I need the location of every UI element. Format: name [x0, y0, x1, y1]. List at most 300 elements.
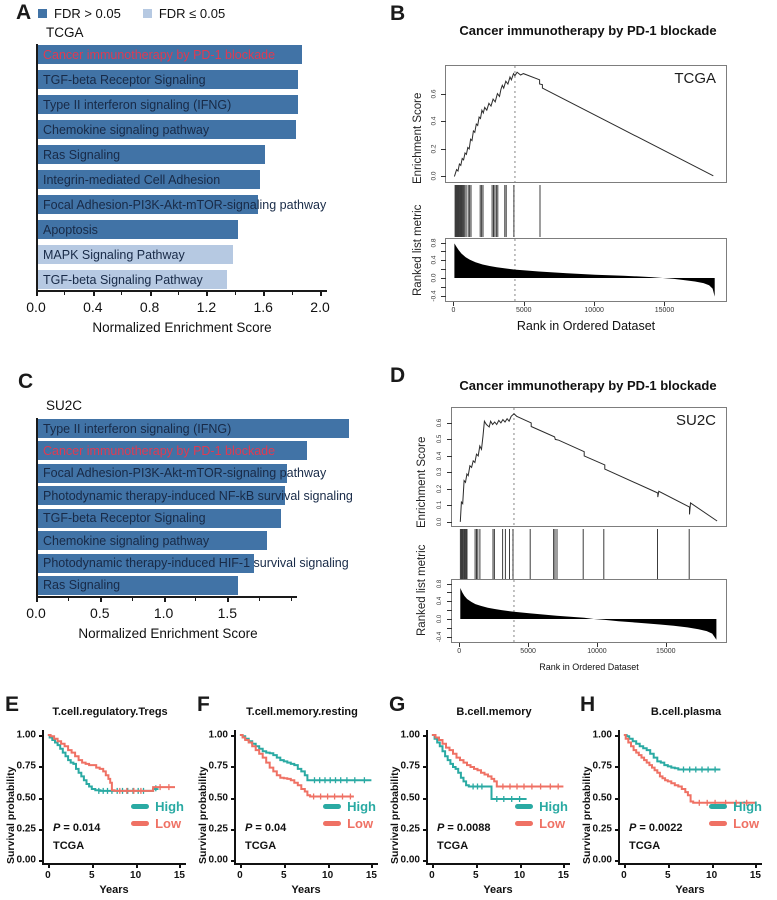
km-dataset-label: TCGA — [245, 840, 277, 852]
km-y-tick-label: 0.00 — [208, 854, 228, 866]
rank-y-tick — [441, 278, 446, 279]
dataset-tag: SU2C — [675, 412, 716, 429]
es-y-tick — [447, 489, 452, 490]
bar-row — [38, 220, 374, 239]
es-y-tick-label: 0.4 — [430, 116, 438, 126]
high-swatch — [709, 804, 727, 809]
bar-label: Apoptosis — [43, 222, 98, 237]
km-x-tick-label: 5 — [664, 870, 671, 881]
x-tick — [320, 291, 322, 296]
km-plot — [400, 729, 570, 881]
bar-label: Photodynamic therapy-induced NF-kB survival signaling — [43, 488, 353, 503]
rank-y-tick — [447, 619, 452, 620]
km-y-tick — [39, 860, 44, 862]
bar-row — [38, 531, 374, 550]
bar-label: MAPK Signaling Pathway — [43, 247, 185, 262]
km-x-tick-label: 10 — [322, 870, 334, 881]
es-y-tick — [447, 505, 452, 506]
bar-chemokine-signaling-pathway — [38, 120, 296, 139]
bar-row — [38, 464, 374, 483]
km-legend-high — [323, 800, 376, 813]
low-swatch — [515, 821, 533, 826]
rank-x-tick — [453, 302, 454, 306]
km-title: T.cell.memory.resting — [246, 706, 358, 718]
p-text: = 0.04 — [252, 822, 287, 834]
bar-focal-adhesion-pi3k-akt-mtor-signaling-pat — [38, 195, 327, 214]
bar-label: Cancer immunotherapy by PD-1 blockade — [43, 443, 276, 458]
rank-x-tick-label: 0 — [457, 648, 462, 655]
km-y-tick-label: 0.75 — [16, 760, 36, 772]
es-y-tick — [441, 176, 446, 177]
bar-label: Type II interferon signaling (IFNG) — [43, 97, 232, 112]
panel-c-nes-barchart-su2c — [8, 358, 382, 690]
gsea-title: Cancer immunotherapy by PD-1 blockade — [459, 23, 717, 38]
km-y-tick — [615, 735, 620, 737]
km-curve-high — [240, 735, 372, 780]
km-y-tick — [231, 829, 236, 831]
dataset-tag: TCGA — [674, 70, 716, 87]
km-x-tick-label: 15 — [557, 870, 569, 881]
low-label: Low — [347, 816, 374, 831]
km-y-tick-label: 0.25 — [16, 823, 36, 835]
es-y-tick — [447, 472, 452, 473]
fdr-le-swatch — [143, 9, 152, 18]
km-x-tick — [432, 863, 434, 868]
km-legend — [709, 800, 762, 830]
bar-label: Photodynamic therapy-induced HIF-1 survival signaling — [43, 556, 349, 571]
km-x-tick — [755, 863, 757, 868]
km-dataset-label: TCGA — [437, 840, 469, 852]
km-legend — [515, 800, 568, 830]
es-y-tick-label: 0.0 — [437, 517, 443, 527]
km-x-tick-label: 10 — [130, 870, 142, 881]
x-tick — [291, 597, 292, 601]
km-y-tick-label: 0.25 — [400, 823, 420, 835]
es-y-tick-label: 0.1 — [437, 501, 443, 510]
bar-mapk-signaling-pathway — [38, 245, 233, 264]
rank-y-tick — [441, 260, 446, 261]
x-tick — [206, 291, 208, 296]
bar-plot — [36, 418, 374, 596]
rank-x-tick-label: 5000 — [515, 307, 532, 314]
km-legend-high — [709, 800, 762, 813]
km-legend-low — [515, 817, 568, 830]
panel-b-gsea-enrichment-tcga — [383, 0, 777, 352]
es-y-tick — [441, 149, 446, 150]
x-tick-label: 0.5 — [90, 605, 110, 621]
es-y-tick-label: 0.0 — [430, 171, 438, 181]
rank-y-tick — [447, 584, 452, 585]
panel-letter-e: E — [5, 693, 20, 716]
rank-x-tick-label: 0 — [451, 307, 456, 314]
es-y-tick — [447, 423, 452, 424]
es-y-tick — [441, 94, 446, 95]
km-y-tick — [39, 766, 44, 768]
bar-plot — [36, 44, 374, 290]
km-y-axis-title: Survival probability — [581, 766, 593, 864]
km-y-tick-label: 0.50 — [208, 792, 228, 804]
fdr-gt-swatch — [38, 9, 47, 18]
x-tick-label: 1.0 — [153, 605, 174, 621]
bar-row — [38, 170, 374, 189]
bar-integrin-mediated-cell-adhesion — [38, 170, 260, 189]
es-y-tick-label: 0.6 — [430, 89, 438, 99]
p-symbol: P — [53, 822, 61, 834]
km-plot — [16, 729, 186, 881]
km-plot — [208, 729, 378, 881]
bar-focal-adhesion-pi3k-akt-mtor-signaling-pat — [38, 464, 327, 483]
es-y-tick-label: 0.2 — [437, 484, 443, 494]
km-y-tick-label: 1.00 — [16, 729, 36, 741]
x-tick — [195, 597, 196, 601]
bar-label: TGF-beta Receptor Signaling — [43, 72, 206, 87]
es-y-tick-label: 0.3 — [437, 468, 443, 477]
rank-y-tick-label: 0.0 — [430, 273, 438, 283]
rank-x-tick-label: 5000 — [520, 648, 536, 655]
dataset-label-su2c: SU2C — [46, 398, 83, 413]
es-y-tick — [447, 456, 452, 457]
panel-h-km-bcell-plasma — [578, 690, 774, 900]
bar-type-ii-interferon-signaling-ifng- — [38, 419, 349, 438]
km-y-tick — [615, 860, 620, 862]
bar-label: Cancer immunotherapy by PD-1 blockade — [43, 47, 276, 62]
low-swatch — [131, 821, 149, 826]
km-x-tick — [624, 863, 626, 868]
km-x-tick — [328, 863, 330, 868]
km-y-tick — [231, 860, 236, 862]
bar-label: Focal Adhesion-PI3K-Akt-mTOR-signaling pathway — [43, 466, 327, 481]
rank-y-tick — [447, 592, 452, 593]
km-x-tick-label: 15 — [749, 870, 761, 881]
bar-label: Focal Adhesion-PI3K-Akt-mTOR-signaling pathway — [43, 197, 327, 212]
rank-x-tick — [597, 643, 598, 647]
rank-y-tick-label: -0.4 — [430, 290, 438, 302]
km-title: B.cell.memory — [456, 706, 532, 718]
rank-y-tick — [447, 610, 452, 611]
km-x-tick-label: 5 — [280, 870, 287, 881]
rank-y-tick — [441, 251, 446, 252]
bar-tgf-beta-receptor-signaling — [38, 70, 298, 89]
x-tick — [93, 291, 95, 296]
es-y-tick-label: 0.4 — [437, 451, 443, 461]
bar-row — [38, 554, 374, 573]
rank-y-tick-label: 0.8 — [430, 238, 438, 248]
rank-y-tick — [441, 243, 446, 244]
km-curve-low — [48, 735, 175, 791]
ranked-list-metric-plot — [430, 238, 727, 302]
panel-g-km-bcell-memory — [386, 690, 578, 900]
x-axis-title: Normalized Enrichment Score — [78, 626, 258, 641]
rank-y-tick — [447, 601, 452, 602]
bar-row — [38, 245, 374, 264]
low-swatch — [709, 821, 727, 826]
km-title: T.cell.regulatory.Tregs — [52, 706, 168, 718]
km-y-tick-label: 1.00 — [592, 729, 612, 741]
fdr-gt-label: FDR > 0.05 — [54, 6, 121, 21]
km-curve-low — [432, 735, 564, 787]
km-y-tick — [231, 766, 236, 768]
x-tick — [259, 597, 260, 601]
enrichment-score-plot — [430, 65, 727, 183]
panel-letter-d: D — [390, 364, 406, 387]
km-y-axis-title: Survival probability — [5, 766, 17, 864]
km-x-tick-label: 5 — [472, 870, 479, 881]
km-y-tick-label: 0.50 — [400, 792, 420, 804]
low-label: Low — [539, 816, 566, 831]
ranked-metric-area — [452, 580, 726, 642]
km-legend-low — [709, 817, 762, 830]
rank-y-tick — [447, 637, 452, 638]
km-y-tick-label: 0.00 — [400, 854, 420, 866]
bar-row — [38, 95, 374, 114]
panel-letter-c: C — [18, 370, 34, 393]
km-x-tick — [371, 863, 373, 868]
p-value — [53, 822, 100, 834]
high-label: High — [733, 799, 762, 814]
x-tick — [164, 597, 166, 602]
rank-x-tick — [528, 643, 529, 647]
gene-hit-rug — [445, 185, 727, 237]
x-tick-label: 0.8 — [139, 299, 160, 315]
km-plot — [592, 729, 762, 881]
bar-label: TGF-beta Signaling Pathway — [43, 272, 203, 287]
km-y-tick-label: 0.50 — [16, 792, 36, 804]
bar-label: Chemokine signaling pathway — [43, 122, 210, 137]
km-y-tick-label: 0.25 — [208, 823, 228, 835]
km-x-tick — [179, 863, 181, 868]
x-tick — [263, 291, 265, 296]
panel-letter-f: F — [197, 693, 210, 716]
bar-row — [38, 70, 374, 89]
x-tick-label: 0.0 — [26, 605, 46, 621]
km-y-tick-label: 0.25 — [592, 823, 612, 835]
low-swatch — [323, 821, 341, 826]
bar-label: Ras Signaling — [43, 578, 121, 593]
rank-x-tick-label: 15000 — [654, 307, 675, 314]
km-x-tick-label: 10 — [706, 870, 718, 881]
es-y-tick-label: 0.6 — [437, 418, 443, 428]
km-x-tick-label: 0 — [45, 870, 51, 881]
x-tick — [68, 597, 69, 601]
bar-row — [38, 145, 374, 164]
bar-chemokine-signaling-pathway — [38, 531, 267, 550]
rank-x-tick — [459, 643, 460, 647]
p-value — [437, 822, 491, 834]
x-tick — [100, 597, 102, 602]
bar-label: Chemokine signaling pathway — [43, 533, 210, 548]
km-dataset-label: TCGA — [53, 840, 85, 852]
bar-label: TGF-beta Receptor Signaling — [43, 511, 206, 526]
p-text: = 0.0088 — [444, 822, 491, 834]
p-symbol: P — [245, 822, 253, 834]
km-y-tick-label: 0.50 — [592, 792, 612, 804]
km-y-tick — [39, 735, 44, 737]
fdr-legend-item-le — [143, 6, 225, 21]
km-y-tick-label: 0.75 — [400, 760, 420, 772]
km-x-tick-label: 15 — [173, 870, 185, 881]
km-y-tick — [615, 829, 620, 831]
km-y-tick — [615, 798, 620, 800]
km-dataset-label: TCGA — [629, 840, 661, 852]
bar-row — [38, 441, 374, 460]
p-text: = 0.0022 — [636, 822, 683, 834]
rank-x-tick-label: 15000 — [656, 648, 676, 655]
rank-x-tick-label: 10000 — [584, 307, 604, 314]
x-tick — [121, 291, 122, 295]
bar-tgf-beta-signaling-pathway — [38, 270, 227, 289]
ranked-list-metric-plot — [437, 579, 727, 643]
km-x-tick-label: 10 — [514, 870, 526, 881]
bar-row — [38, 576, 374, 595]
x-axis — [26, 596, 374, 630]
x-tick — [64, 291, 65, 295]
rank-y-tick — [447, 628, 452, 629]
high-swatch — [323, 804, 341, 809]
x-tick — [36, 597, 38, 602]
km-y-tick — [423, 860, 428, 862]
km-legend-low — [323, 817, 376, 830]
low-label: Low — [733, 816, 760, 831]
enrichment-score-plot — [437, 407, 727, 527]
p-value — [245, 822, 286, 834]
rank-x-tick — [524, 302, 525, 306]
fdr-legend — [38, 6, 225, 21]
km-y-tick — [231, 735, 236, 737]
panel-letter-b: B — [390, 2, 406, 25]
panel-letter-g: G — [389, 693, 406, 716]
km-x-tick — [476, 863, 478, 868]
km-x-tick-label: 15 — [365, 870, 377, 881]
km-y-tick-label: 0.75 — [592, 760, 612, 772]
bar-photodynamic-therapy-induced-hif-1-surviva — [38, 554, 349, 573]
km-x-tick — [712, 863, 714, 868]
km-legend-high — [131, 800, 184, 813]
rank-x-axis — [445, 302, 727, 318]
rank-y-tick-label: 0.0 — [437, 614, 443, 624]
km-x-tick — [136, 863, 138, 868]
km-y-tick-label: 1.00 — [400, 729, 420, 741]
rank-y-tick-label: 0.4 — [430, 255, 438, 265]
km-x-axis-title: Years — [675, 884, 705, 896]
bar-row — [38, 270, 374, 289]
dataset-label-tcga: TCGA — [46, 25, 84, 40]
bar-row — [38, 509, 374, 528]
km-legend-low — [131, 817, 184, 830]
es-y-tick — [441, 121, 446, 122]
high-label: High — [347, 799, 376, 814]
rank-y-tick-label: 0.4 — [437, 597, 443, 606]
x-tick-label: 0.4 — [83, 299, 103, 315]
km-x-tick — [284, 863, 286, 868]
rank-x-tick-label: 10000 — [587, 648, 607, 655]
rank-y-tick — [441, 296, 446, 297]
km-x-tick-label: 0 — [429, 870, 435, 881]
rank-y-tick — [441, 269, 446, 270]
high-label: High — [539, 799, 568, 814]
km-y-tick — [423, 798, 428, 800]
es-y-tick — [447, 522, 452, 523]
panel-e-km-tregs — [2, 690, 194, 900]
gene-hit-ticks — [451, 529, 727, 579]
km-x-tick — [563, 863, 565, 868]
x-tick-label: 2.0 — [310, 299, 330, 315]
km-x-tick — [240, 863, 242, 868]
rank-x-tick — [666, 643, 667, 647]
x-tick-label: 1.2 — [196, 299, 217, 315]
km-y-tick — [39, 798, 44, 800]
km-x-tick-label: 0 — [621, 870, 627, 881]
km-legend — [131, 800, 184, 830]
km-x-tick — [668, 863, 670, 868]
panel-a-nes-barchart-tcga — [8, 0, 382, 352]
es-y-tick-label: 0.5 — [437, 435, 443, 444]
km-y-axis-title: Survival probability — [197, 766, 209, 864]
bar-ras-signaling — [38, 145, 265, 164]
high-label: High — [155, 799, 184, 814]
gene-hit-ticks — [445, 185, 727, 237]
km-legend-high — [515, 800, 568, 813]
km-y-tick — [231, 798, 236, 800]
bar-row — [38, 45, 374, 64]
km-x-axis-title: Years — [483, 884, 513, 896]
rank-x-tick — [594, 302, 595, 306]
km-x-tick — [520, 863, 522, 868]
es-y-tick-label: 0.2 — [430, 144, 438, 154]
rank-x-axis-title: Rank in Ordered Dataset — [516, 319, 656, 333]
x-tick-label: 1.6 — [253, 299, 273, 315]
bar-label: Ras Signaling — [43, 147, 121, 162]
km-y-axis-title: Survival probability — [389, 766, 401, 864]
rank-y-tick — [441, 287, 446, 288]
km-y-tick — [423, 829, 428, 831]
bar-photodynamic-therapy-induced-nf-kb-surviva — [38, 486, 353, 505]
rank-y-axis-title: Ranked list metric — [416, 544, 428, 636]
km-x-tick-label: 5 — [88, 870, 95, 881]
km-x-tick — [92, 863, 94, 868]
p-text: = 0.014 — [60, 822, 101, 834]
p-symbol: P — [437, 822, 445, 834]
bar-ras-signaling — [38, 576, 238, 595]
km-y-tick — [39, 829, 44, 831]
x-tick — [235, 291, 236, 295]
x-tick — [36, 291, 38, 296]
km-legend — [323, 800, 376, 830]
x-axis-title: Normalized Enrichment Score — [92, 320, 272, 335]
km-y-tick-label: 0.75 — [208, 760, 228, 772]
p-symbol: P — [629, 822, 637, 834]
x-tick — [227, 597, 229, 602]
km-x-tick-label: 0 — [237, 870, 243, 881]
x-tick — [292, 291, 293, 295]
x-tick — [178, 291, 179, 295]
km-x-tick — [48, 863, 50, 868]
bar-label: Type II interferon signaling (IFNG) — [43, 421, 232, 436]
ranked-metric-area — [446, 239, 726, 301]
km-y-tick-label: 1.00 — [208, 729, 228, 741]
bar-row — [38, 486, 374, 505]
gsea-title: Cancer immunotherapy by PD-1 blockade — [459, 378, 717, 393]
km-y-tick-label: 0.00 — [592, 854, 612, 866]
x-tick — [150, 291, 152, 296]
p-value — [629, 822, 683, 834]
gene-hit-rug — [451, 529, 727, 579]
x-tick-label: 1.5 — [217, 605, 238, 621]
bar-cancer-immunotherapy-by-pd-1-blockade — [38, 45, 302, 64]
km-y-tick-label: 0.00 — [16, 854, 36, 866]
panel-d-gsea-enrichment-su2c — [383, 352, 777, 690]
panel-letter-h: H — [580, 693, 596, 716]
bar-type-ii-interferon-signaling-ifng- — [38, 95, 298, 114]
